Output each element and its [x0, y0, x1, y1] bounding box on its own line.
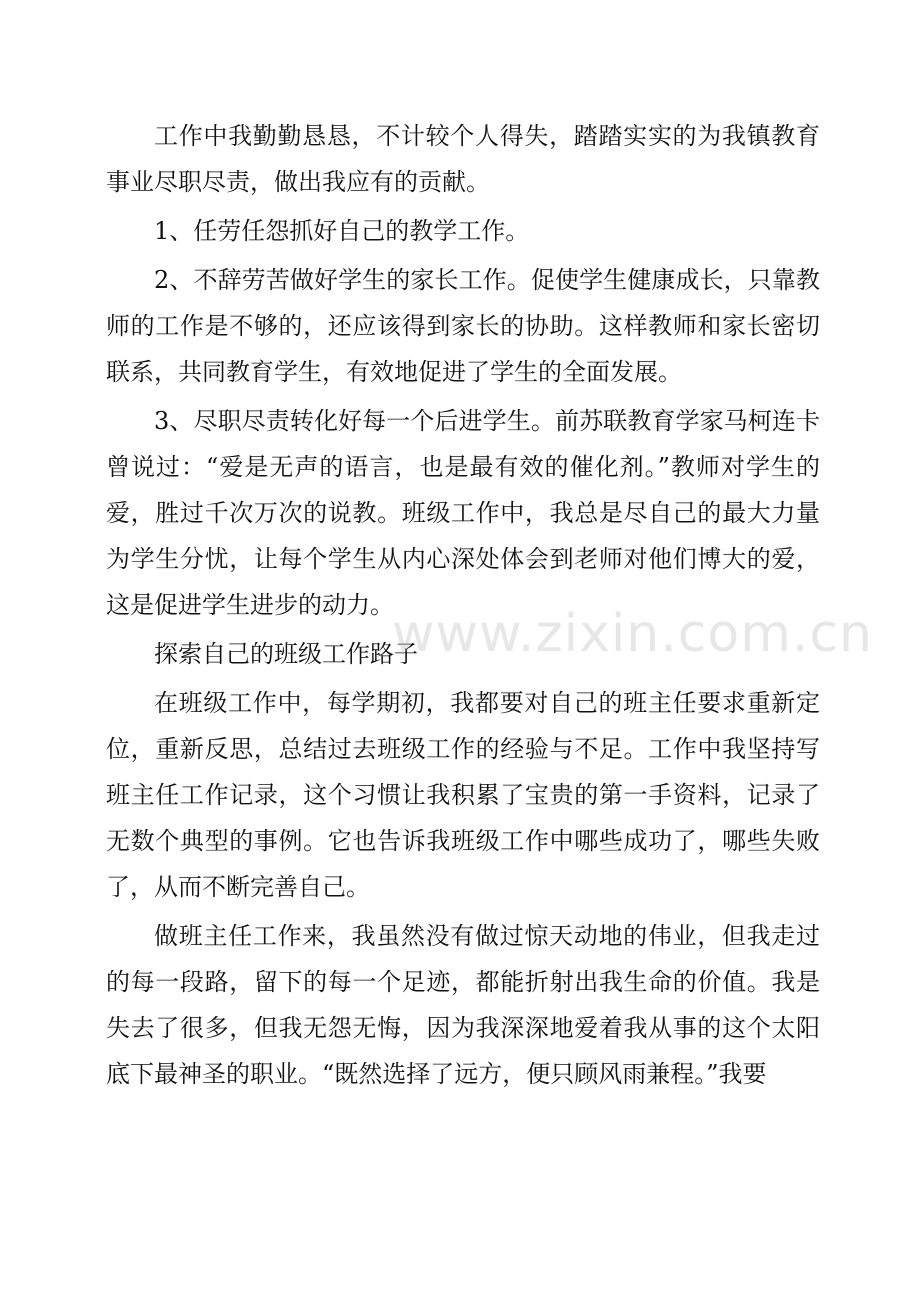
paragraph-6: 做班主任工作来，我虽然没有做过惊天动地的伟业，但我走过的每一段路，留下的每一个足迹，都能折射出我生命的价值。我是失去了很多，但我无怨无悔，因为我深深地爱着我从事的这个太阳底下最神圣的职业。“既然选择了远方，便只顾风雨兼程。”我要: [106, 922, 820, 1088]
section-heading: 探索自己的班级工作路子: [154, 640, 418, 668]
document-body: [106, 113, 820, 1100]
paragraph-2: 1、任劳任怨抓好自己的教学工作。: [154, 217, 530, 245]
paragraph-3: 2、不辞劳苦做好学生的家长工作。促使学生健康成长，只靠教师的工作是不够的，还应该得到家长的协助。这样教师和家长密切联系，共同教育学生，有效地促进了学生的全面发展。: [106, 266, 820, 386]
paragraph-5: 在班级工作中，每学期初，我都要对自己的班主任要求重新定位，重新反思，总结过去班级工作的经验与不足。工作中我坚持写班主任工作记录，这个习惯让我积累了宝贵的第一手资料，记录了无数个典型的事例。它也告诉我班级工作中哪些成功了，哪些失败了，从而不断完善自己。: [106, 689, 820, 901]
watermark: www.zixin.com.cn: [392, 604, 873, 664]
paragraph-4: 3、尽职尽责转化好每一个后进学生。前苏联教育学家马柯连卡曾说过：“爱是无声的语言，也是最有效的催化剂。”教师对学生的爱，胜过千次万次的说教。班级工作中，我总是尽自己的最大力量为学生分忧，让每个学生从内心深处体会到老师对他们博大的爱，这是促进学生进步的动力。: [106, 407, 820, 619]
paragraph-1: 工作中我勤勤恳恳，不计较个人得失，踏踏实实的为我镇教育事业尽职尽责，做出我应有的贡献。: [106, 122, 820, 196]
